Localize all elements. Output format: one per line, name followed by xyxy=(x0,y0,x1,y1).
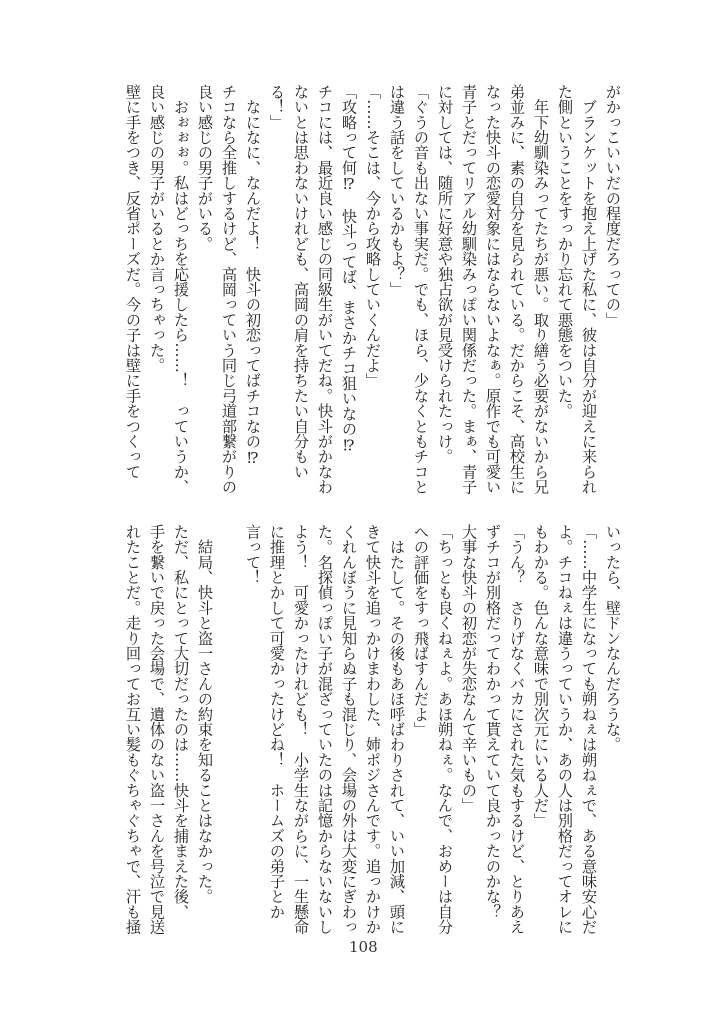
text-column: 「……そこは、今から攻略していくんだよ」 xyxy=(364,84,382,388)
text-column: くれんぼうに見知らぬ子も混じり、会場の外は大変にぎわっ xyxy=(340,524,358,935)
text-column: もわかる。色んな意味で別次元にいる人だ」 xyxy=(532,524,550,828)
text-column: おぉぉぉ。私はどっちを応援したら……！ っていうか、 xyxy=(172,84,190,495)
text-column: る！」 xyxy=(268,84,286,130)
text-column: 言って！ xyxy=(244,524,262,585)
text-column: ずチコが別格だってわかって貰えていて良かったのかな？ xyxy=(484,524,502,920)
text-column: への評価をすっ飛ばすんだよ」 xyxy=(412,524,430,737)
text-column: なになに、なんだよ！ 快斗の初恋ってばチコなの⁉ xyxy=(244,84,262,467)
text-column: 弟並みに、素の自分を見られている。だからこそ、高校生に xyxy=(508,84,526,495)
upper-text-block xyxy=(121,84,625,504)
text-column: れたことだ。走り回ってお互い髪もぐちゃぐちゃで、汗も掻 xyxy=(124,524,142,935)
text-column: きて快斗を追っかけまわした、姉ポジさんです。追っかけか xyxy=(364,524,382,935)
lower-text-block xyxy=(121,524,625,944)
text-column: いったら、壁ドンなんだろうな。 xyxy=(604,524,622,752)
text-column: 壁に手をつき、反省ポーズだ。今の子は壁に手をつくって xyxy=(124,84,142,480)
text-column: 青子とだってリアル幼馴染みっぽい関係だった。まぁ、青子 xyxy=(460,84,478,495)
text-column: なった快斗の恋愛対象にはならないよなぁ。原作でも可愛い xyxy=(484,84,502,495)
text-column: はたして。その後もあほ呼ばわりされて、いい加減、頭に xyxy=(388,524,406,935)
text-column: 良い感じの男子がいるとか言っちゃった。 xyxy=(148,84,166,373)
text-column: 「ちっとも良くねぇよ。あほ朔ねぇ。なんで、おめーは自分 xyxy=(436,524,454,935)
text-column: に対しては、随所に好意や独占欲が見受けられたっけ。 xyxy=(436,84,454,464)
text-column: 「ぐうの音も出ない事実だ。でも、ほら、少なくともチコと xyxy=(412,84,430,495)
text-column: チコなら全推しするけど、高岡っていう同じ弓道部繋がりの xyxy=(220,84,238,495)
text-column: よ。チコねぇは違うっていうか、あの人は別格だってオレに xyxy=(556,524,574,935)
text-column xyxy=(217,524,241,944)
text-column: 大事な快斗の初恋が失恋なんて辛いもの」 xyxy=(460,524,478,813)
text-column: は違う話をしているかもよ？」 xyxy=(388,84,406,297)
text-column: 結局、快斗と盗一さんの約束を知ることはなかった。 xyxy=(196,524,214,904)
text-column: チコには、最近良い感じの同級生がいてだね。快斗がかなわ xyxy=(316,84,334,495)
text-column: た。名探偵っぽい子が混ざっていたのは記憶からないないし xyxy=(316,524,334,935)
text-column: 良い感じの男子がいる。 xyxy=(196,84,214,252)
text-column: に推理とかして可愛かったけどね！ ホームズの弟子とか xyxy=(268,524,286,920)
text-column: 手を繋いで戻った会場で、遺体のない盗一さんを号泣で見送 xyxy=(148,524,166,935)
text-column: よう！ 可愛かったけれども！ 小学生ながらに、一生懸命 xyxy=(292,524,310,935)
text-column: 年下幼馴染みってたちが悪い。取り繕う必要がないから兄 xyxy=(532,84,550,495)
text-column: ブランケットを抱え上げた私に、彼は自分が迎えに来られ xyxy=(580,84,598,495)
text-column: 「……中学生になっても朔ねぇは朔ねぇで、ある意味安心だ xyxy=(580,524,598,935)
text-column: 「うん？ さりげなくバカにされた気もするけど、とりあえ xyxy=(508,524,526,935)
text-column: がかっこいいだの程度だろっての」 xyxy=(604,84,622,328)
text-column: ないとは思わないけれども、高岡の肩を持ちたい自分もい xyxy=(292,84,310,480)
text-column: た側ということをすっかり忘れて悪態をついた。 xyxy=(556,84,574,419)
text-column: ただ、私にとって大切だったのは……快斗を捕まえた後、 xyxy=(172,524,190,920)
page-number: 108 xyxy=(349,938,378,956)
text-column: 「攻略って何⁉ 快斗ってば、まさかチコ狙いなの⁉ xyxy=(340,84,358,455)
